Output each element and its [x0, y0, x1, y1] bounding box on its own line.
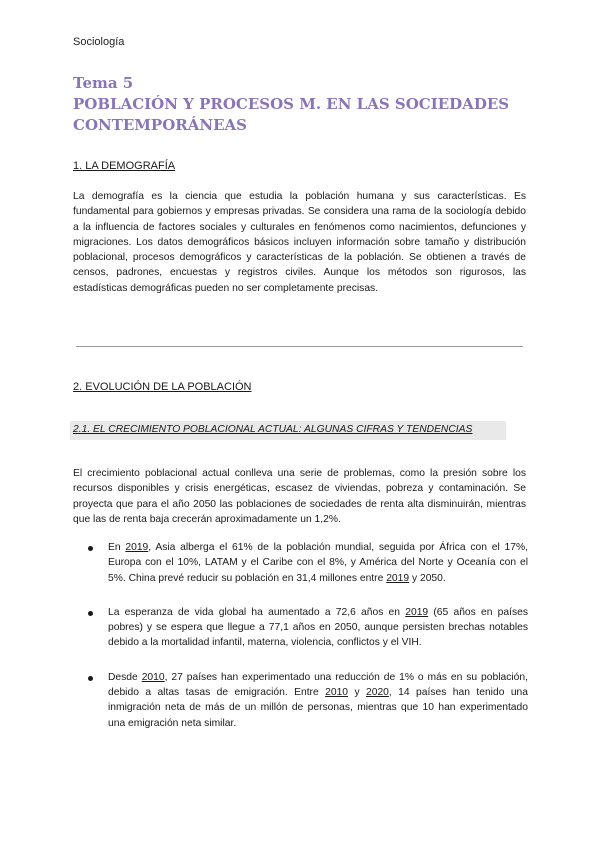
horizontal-divider — [76, 346, 523, 347]
document-title — [73, 73, 533, 136]
section-heading-demografia: 1. LA DEMOGRAFÍA — [73, 160, 176, 172]
list-item — [88, 605, 528, 651]
bullet-text: La esperanza de vida global ha aumentado a 72,6 años en — [108, 606, 406, 618]
paragraph-crecimiento: El crecimiento poblacional actual conlleva una serie de problemas, como la presión sobre los recursos disponibles y crisis energéticas, escasez de viviendas, pobreza y contaminación. Se proyecta que para el año 2050 las poblaciones de sociedades de renta alta disminuirán, mientras que las de renta baja crecerán aproximadamente un 1,2%. — [73, 468, 526, 525]
year-link: 2019 — [386, 572, 410, 584]
year-link: 2019 — [405, 606, 429, 618]
bullet-text: , 27 países han experimentado una reducción de 1% o más en su población, debido a altas tasas de emigración. Entre — [108, 671, 528, 699]
bullet-text: (65 años en países pobres) y se espera que llegue a 77,1 años en 2050, aunque persisten brechas notables debido a la mortalidad infantil, materna, violencia, conflictos y el VIH. — [108, 606, 529, 649]
paragraph-demografia: La demografía es la ciencia que estudia la población humana y sus características. Es fundamental para gobiernos y empresas privadas. Se considera una rama de la sociología debido a la influencia de factores sociales y culturales en fenómenos como nacimientos, defunciones y migraciones. Los datos demográficos básicos incluyen información sobre tamaño y distribución poblacional, procesos demográficos y características de la población. Se obtienen a través de censos, padrones, encuestas y registros civiles. Aunque los métodos son rigurosos, las estadísticas demográficas pueden no ser completamente precisas. — [73, 191, 526, 294]
running-header: Sociología — [73, 36, 125, 48]
bullet-dot-icon — [88, 676, 93, 681]
bullet-list — [88, 540, 528, 731]
bullet-text: En — [108, 542, 126, 553]
bullet-dot-icon — [88, 546, 93, 551]
year-link: 2020 — [366, 687, 389, 699]
section-heading-evolucion: 2. EVOLUCIÓN DE LA POBLACIÓN — [73, 381, 252, 393]
subheading-crecimiento: 2.1. EL CRECIMIENTO POBLACIONAL ACTUAL: ALGUNAS CIFRAS Y TENDENCIAS — [73, 424, 473, 435]
bullet-text: , 14 países han tenido una inmigración neta de más de un millón de personas, mientras que 10 han experimentado una emigración neta similar. — [108, 687, 528, 729]
list-item — [88, 540, 528, 586]
title-line-2: CONTEMPORÁNEAS — [73, 116, 247, 134]
title-line-1: POBLACIÓN Y PROCESOS M. EN LAS SOCIEDADES — [73, 95, 510, 113]
bullet-text: Desde — [108, 671, 142, 683]
bullet-dot-icon — [88, 611, 93, 616]
year-link: 2010 — [325, 687, 349, 699]
subheading-highlight — [70, 421, 506, 440]
bullet-text: y — [348, 687, 366, 699]
title-topic: Tema 5 — [73, 74, 134, 92]
bullet-text: , Asia alberga el 61% de la población mundial, seguida por África con el 17%, Europa con el 10%, LATAM y el Caribe con el 8%, y América del Norte y Oceanía con el 5%. China prevé reducir su población en 31,4 millones entre — [108, 542, 528, 584]
year-link: 2019 — [125, 542, 149, 553]
list-item — [88, 670, 528, 731]
year-link: 2010 — [141, 671, 165, 683]
bullet-text: y 2050. — [409, 572, 446, 584]
